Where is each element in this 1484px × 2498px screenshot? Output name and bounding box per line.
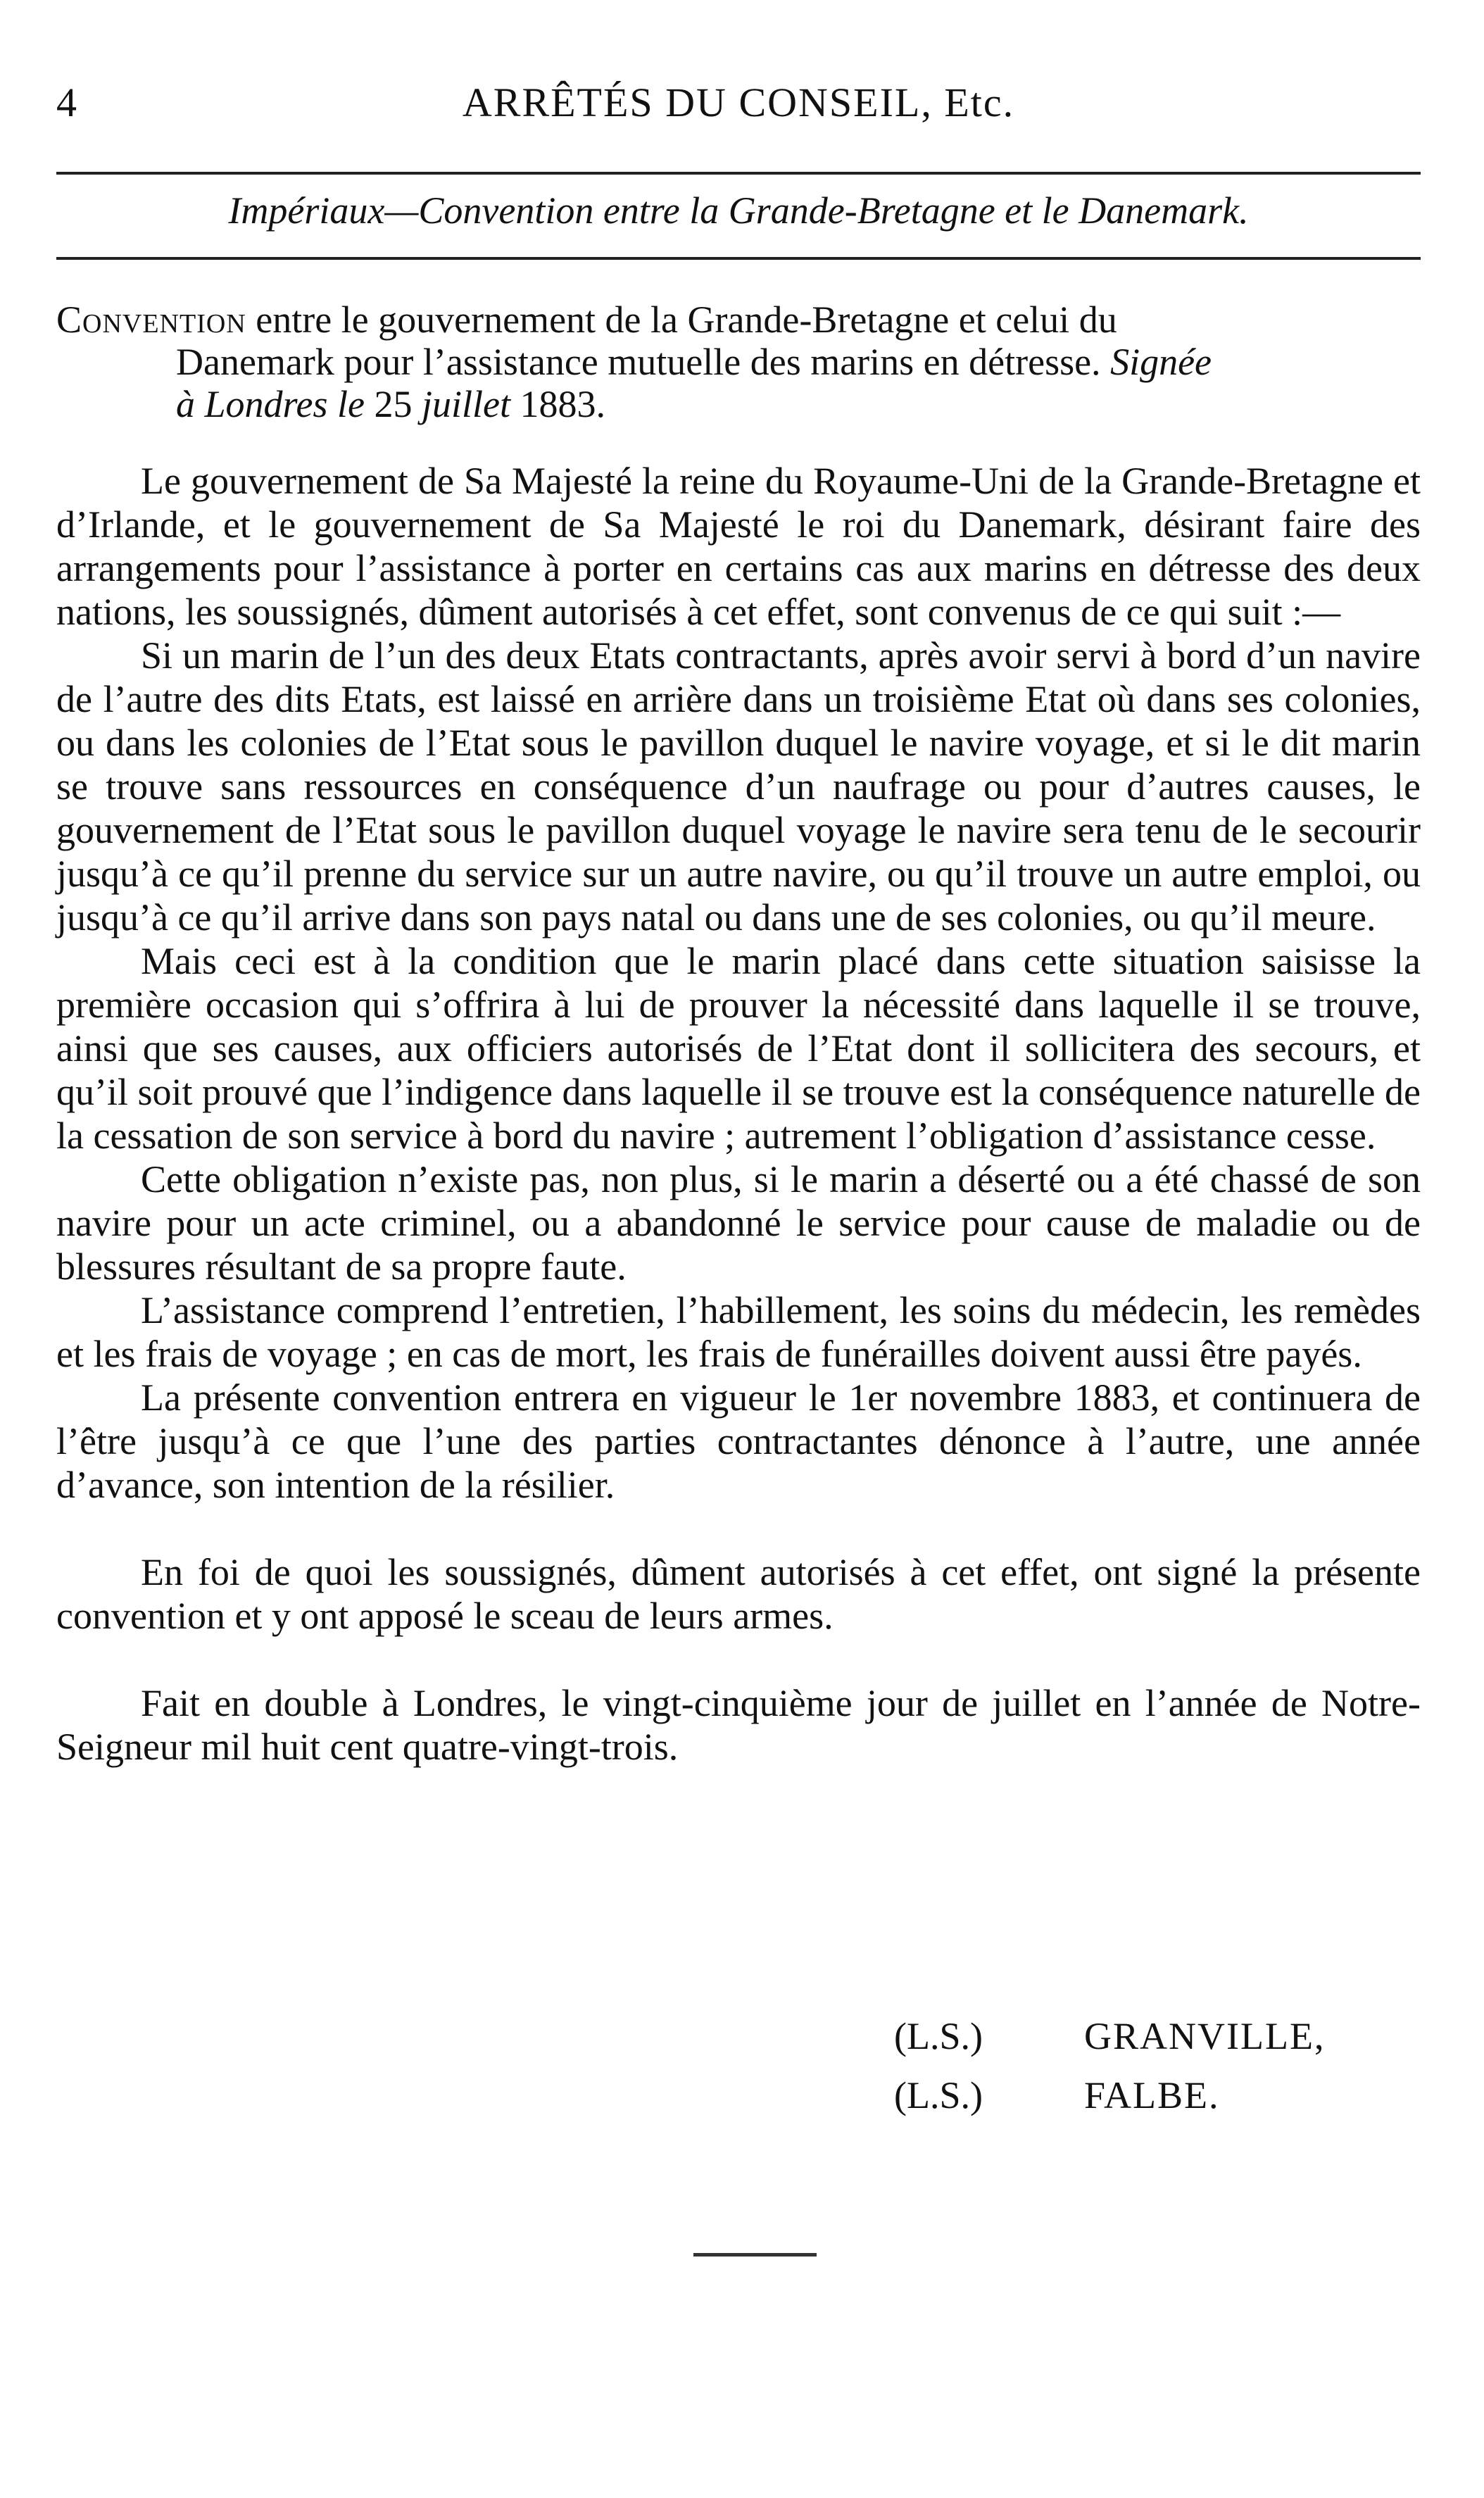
page-header bbox=[56, 79, 1421, 135]
title-line-1 bbox=[56, 299, 1117, 341]
paragraph-obligation: Si un marin de l’un des deux Etats contractants, après avoir servi à bord d’un navire de l’autre des dits Etats, est laissé en arrière dans un troisième Etat où dans ses colonies, ou dans les colonies de l’Etat sous le pavillon duquel le navire voyage, et si le dit marin se trouve sans ressources en conséquence d’un naufrage ou pour d’autres causes, le gouvernement de l’Etat sous le pavillon duquel voyage le navire sera tenu de le secourir jusqu’à ce qu’il prenne du service sur un autre navire, ou qu’il trouve un autre emploi, ou jusqu’à ce qu’il arrive dans son pays natal ou dans une de ses colonies, ou qu’il meure. bbox=[56, 634, 1421, 939]
title-signee: Signée bbox=[1110, 341, 1212, 383]
title-day: 25 bbox=[365, 383, 422, 425]
paragraph-condition: Mais ceci est à la condition que le marin placé dans cette situation saisisse la première occasion qui s’offrira à lui de prouver la nécessité dans laquelle il se trouve, ainsi que ses causes, aux officiers autorisés de l’Etat dont il sollicitera des secours, et qu’il soit prouvé que l’indigence dans laquelle il se trouve est la conséquence naturelle de la cessation de son service à bord du navire ; autrement l’obligation d’assistance cesse. bbox=[56, 940, 1421, 1157]
title-year: 1883. bbox=[510, 383, 605, 425]
paragraph-exception: Cette obligation n’existe pas, non plus, si le marin a déserté ou a été chassé de son navire pour un acte criminel, ou a abandonné le service pour cause de maladie ou de blessures résultant de sa propre faute. bbox=[56, 1158, 1421, 1288]
title-line-1-rest: entre le gouvernement de la Grande-Bretagne et celui du bbox=[246, 299, 1117, 341]
header-rule-bottom bbox=[56, 257, 1421, 260]
signatory-name: GRANVILLE, bbox=[1084, 2015, 1326, 2057]
signature-block bbox=[894, 2007, 1429, 2125]
title-line-2 bbox=[56, 341, 1421, 383]
signatory-name: FALBE. bbox=[1084, 2074, 1220, 2116]
title-line-3 bbox=[56, 383, 1421, 425]
title-place: à Londres le bbox=[176, 383, 365, 425]
end-rule bbox=[693, 2253, 817, 2257]
convention-body bbox=[56, 459, 1421, 1769]
signature-row bbox=[894, 2007, 1429, 2066]
paragraph-done-at: Fait en double à Londres, le vingt-cinquième jour de juillet en l’année de Notre-Seigneur mil huit cent quatre-vingt-trois. bbox=[56, 1682, 1421, 1768]
signature-row bbox=[894, 2066, 1429, 2125]
title-line-2-text: Danemark pour l’assistance mutuelle des marins en détresse. bbox=[176, 341, 1111, 383]
seal-mark: (L.S.) bbox=[894, 2015, 983, 2057]
title-lead: Convention bbox=[56, 299, 246, 341]
page-number: 4 bbox=[56, 80, 77, 125]
header-rule-top bbox=[56, 172, 1421, 175]
running-title: ARRÊTÉS DU CONSEIL, Etc. bbox=[462, 80, 1015, 125]
paragraph-in-witness: En foi de quoi les soussignés, dûment autorisés à cet effet, ont signé la présente convention et y ont apposé le sceau de leurs armes. bbox=[56, 1551, 1421, 1637]
section-subheader: Impériaux—Convention entre la Grande-Bretagne et le Danemark. bbox=[228, 189, 1249, 232]
convention-title bbox=[56, 299, 1421, 425]
paragraph-entry-into-force: La présente convention entrera en vigueur le 1er novembre 1883, et continuera de l’être jusqu’à ce que l’une des parties contractantes dénonce à l’autre, une année d’avance, son intention de la résilier. bbox=[56, 1376, 1421, 1506]
paragraph-assistance: L’assistance comprend l’entretien, l’habillement, les soins du médecin, les remèdes et les frais de voyage ; en cas de mort, les frais de funérailles doivent aussi être payés. bbox=[56, 1289, 1421, 1375]
title-month: juillet bbox=[422, 383, 510, 425]
paragraph-preamble: Le gouvernement de Sa Majesté la reine du Royaume-Uni de la Grande-Bretagne et d’Irlande, et le gouvernement de Sa Majesté le roi du Danemark, désirant faire des arrangements pour l’assistance à porter en certains cas aux marins en détresse des deux nations, les soussignés, dûment autorisés à cet effet, sont convenus de ce qui suit :— bbox=[56, 460, 1421, 633]
seal-mark: (L.S.) bbox=[894, 2074, 983, 2116]
